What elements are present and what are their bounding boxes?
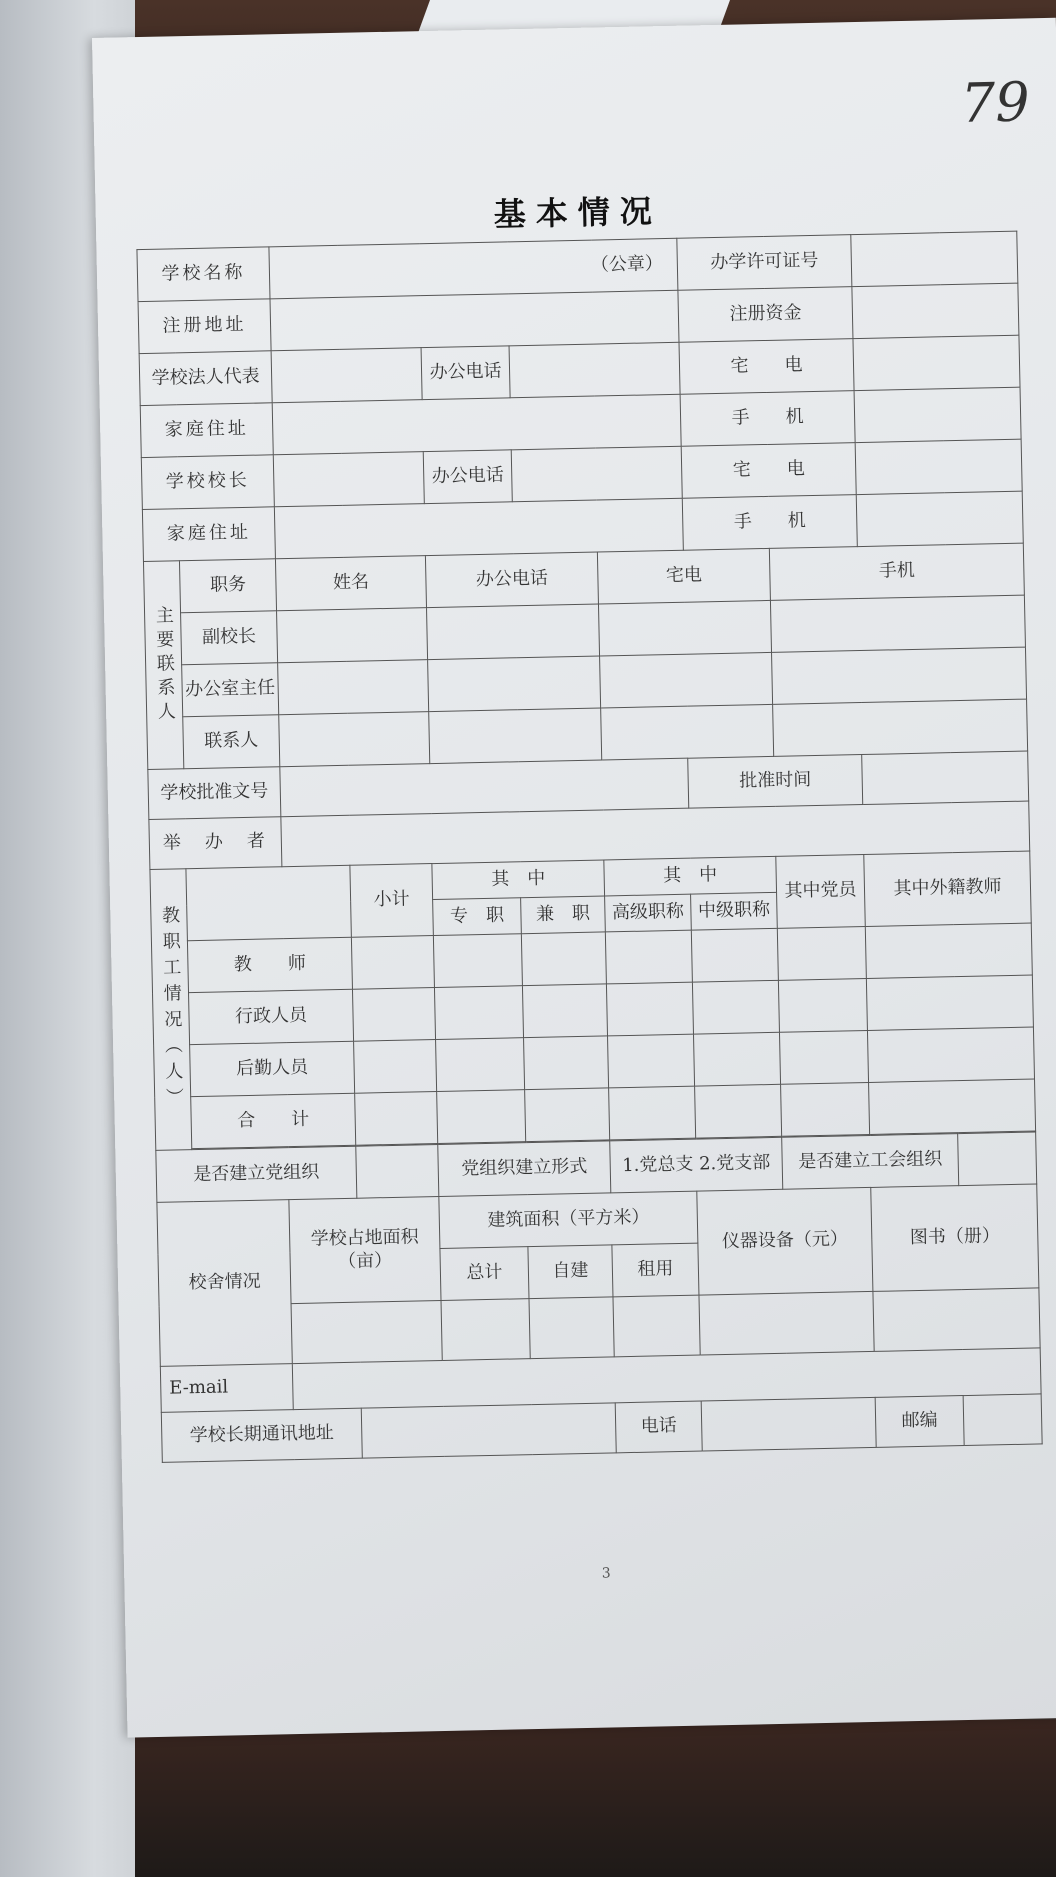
label-party-form: 党组织建立形式 (438, 1141, 611, 1197)
cell-a-parttime[interactable] (522, 984, 607, 1038)
header-of-which-2: 其 中 (604, 856, 777, 896)
label-approval-no: 学校批准文号 (148, 767, 281, 820)
field-reg-capital[interactable] (852, 283, 1019, 338)
field-od-home[interactable] (600, 652, 773, 708)
field-vp-name[interactable] (277, 608, 428, 663)
cell-sum-senior[interactable] (609, 1086, 696, 1140)
cell-l-middle[interactable] (694, 1032, 781, 1086)
field-phone[interactable] (701, 1397, 876, 1451)
seal-note: （公章） (590, 253, 664, 276)
cell-l-party[interactable] (780, 1030, 869, 1084)
label-principal: 学校校长 (141, 455, 274, 510)
staff-corner-cell (186, 865, 351, 940)
label-email: E-mail (160, 1364, 293, 1413)
cell-sum-subtotal[interactable] (355, 1092, 438, 1146)
header-subtotal: 小计 (350, 864, 433, 938)
header-building-area: 建筑面积（平方米） (439, 1191, 698, 1248)
cell-t-party[interactable] (777, 926, 866, 980)
header-of-which-1: 其 中 (432, 860, 605, 900)
cell-sum-party[interactable] (781, 1082, 870, 1136)
label-teachers: 教 师 (187, 937, 352, 992)
party-form-options[interactable]: 1.党总支 2.党支部 (610, 1137, 783, 1193)
field-area-total[interactable] (441, 1299, 530, 1361)
header-self-built: 自建 (528, 1245, 613, 1299)
label-mobile-2: 手 机 (682, 495, 857, 551)
field-home-address-1[interactable] (272, 394, 681, 455)
field-principal[interactable] (273, 452, 424, 507)
header-party-members: 其中党员 (776, 855, 865, 929)
header-office-phone: 办公电话 (425, 552, 598, 608)
cell-sum-fulltime[interactable] (437, 1090, 526, 1144)
field-land-area[interactable] (291, 1300, 442, 1363)
header-rented: 租用 (612, 1243, 699, 1297)
cell-a-party[interactable] (778, 978, 867, 1032)
field-contact-name[interactable] (279, 712, 430, 767)
cell-l-fulltime[interactable] (436, 1038, 525, 1092)
header-books: 图书（册） (871, 1184, 1039, 1291)
cell-l-parttime[interactable] (524, 1036, 609, 1090)
cell-a-foreign[interactable] (866, 975, 1033, 1030)
field-self-built[interactable] (529, 1297, 614, 1359)
cell-a-senior[interactable] (606, 982, 693, 1036)
label-office-phone-2: 办公电话 (423, 450, 512, 504)
label-phone: 电话 (615, 1401, 702, 1453)
field-school-name[interactable] (269, 238, 678, 299)
field-home-phone-1[interactable] (853, 335, 1020, 390)
label-home-address-2: 家庭住址 (142, 507, 275, 562)
field-office-phone-2[interactable] (511, 446, 682, 502)
label-campus: 校舍情况 (157, 1200, 292, 1367)
cell-t-parttime[interactable] (521, 932, 606, 986)
label-home-address-1: 家庭住址 (140, 403, 273, 458)
header-land-area: 学校占地面积（亩） (289, 1196, 441, 1303)
field-mail-address[interactable] (361, 1403, 616, 1458)
cell-t-subtotal[interactable] (351, 936, 434, 990)
label-logistics-staff: 后勤人员 (190, 1041, 355, 1096)
field-equipment[interactable] (699, 1291, 874, 1355)
field-home-address-2[interactable] (274, 498, 683, 559)
header-part-time: 兼 职 (521, 896, 606, 934)
header-name: 姓名 (275, 556, 426, 611)
label-home-phone-2: 宅 电 (681, 443, 856, 499)
field-od-name[interactable] (278, 660, 429, 715)
field-mobile-1[interactable] (854, 387, 1021, 442)
field-contact-office[interactable] (429, 708, 602, 764)
label-mobile-1: 手 机 (680, 391, 855, 447)
label-admin-staff: 行政人员 (189, 989, 354, 1044)
label-union-org: 是否建立工会组织 (782, 1134, 959, 1190)
field-approval-time[interactable] (862, 751, 1029, 804)
cell-l-foreign[interactable] (868, 1027, 1035, 1082)
field-license-no[interactable] (851, 231, 1018, 286)
cell-t-senior[interactable] (605, 930, 692, 984)
field-vp-mobile[interactable] (770, 595, 1025, 652)
cell-t-fulltime[interactable] (433, 934, 522, 988)
cell-sum-foreign[interactable] (869, 1079, 1036, 1134)
label-vice-principal: 副校长 (181, 611, 278, 665)
label-contact: 联系人 (183, 715, 280, 769)
basic-info-form (136, 231, 1042, 1463)
cell-t-middle[interactable] (691, 928, 778, 982)
header-senior-title: 高级职称 (605, 894, 692, 932)
field-vp-home[interactable] (598, 600, 771, 656)
label-sponsor: 举 办 者 (149, 817, 282, 870)
cell-t-foreign[interactable] (865, 923, 1032, 978)
cell-sum-middle[interactable] (695, 1084, 782, 1138)
field-contact-mobile[interactable] (773, 699, 1028, 756)
label-reg-capital: 注册资金 (678, 287, 853, 343)
cell-a-subtotal[interactable] (352, 988, 435, 1042)
header-full-time: 专 职 (433, 898, 522, 936)
cell-a-middle[interactable] (692, 980, 779, 1034)
label-legal-rep: 学校法人代表 (139, 351, 272, 406)
label-reg-address: 注册地址 (138, 299, 271, 354)
label-staff: 教职工情况（人） (150, 869, 192, 1151)
field-home-phone-2[interactable] (855, 439, 1022, 494)
handwritten-page-mark: 79 (960, 70, 1031, 135)
header-equipment: 仪器设备（元） (697, 1187, 873, 1295)
field-postcode[interactable] (963, 1394, 1042, 1446)
header-middle-title: 中级职称 (691, 892, 778, 930)
field-reg-address[interactable] (270, 290, 679, 351)
label-office-director: 办公室主任 (182, 663, 279, 717)
label-party-org: 是否建立党组织 (156, 1146, 357, 1202)
header-area-total: 总计 (440, 1247, 529, 1301)
field-rented[interactable] (613, 1295, 700, 1357)
page-number: 3 (601, 1565, 611, 1582)
field-books[interactable] (873, 1288, 1040, 1351)
header-position: 职务 (179, 559, 276, 613)
label-main-contact: 主要联系人 (143, 561, 183, 770)
cell-l-senior[interactable] (608, 1034, 695, 1088)
form-page (92, 18, 1056, 1738)
label-total: 合 计 (191, 1093, 356, 1148)
field-mobile-2[interactable] (856, 491, 1023, 546)
field-contact-home[interactable] (601, 704, 774, 760)
field-od-mobile[interactable] (772, 647, 1027, 704)
label-mail-address: 学校长期通讯地址 (161, 1408, 362, 1462)
label-office-phone-1: 办公电话 (421, 346, 510, 400)
label-home-phone-1: 宅 电 (679, 339, 854, 395)
field-od-office[interactable] (428, 656, 601, 712)
field-approval-no[interactable] (280, 758, 689, 817)
header-foreign-teachers: 其中外籍教师 (864, 851, 1031, 926)
label-approval-time: 批准时间 (688, 755, 863, 809)
field-office-phone-1[interactable] (509, 342, 680, 398)
field-legal-rep[interactable] (271, 348, 422, 403)
cell-a-fulltime[interactable] (434, 986, 523, 1040)
cell-l-subtotal[interactable] (354, 1040, 437, 1094)
header-mobile: 手机 (769, 543, 1024, 600)
page-title: 基本情况 (493, 192, 663, 234)
header-home-phone: 宅电 (597, 548, 770, 604)
desk-bottom (0, 1720, 1056, 1877)
label-postcode: 邮编 (875, 1396, 964, 1448)
field-union-org[interactable] (958, 1132, 1037, 1186)
label-license-no: 办学许可证号 (677, 235, 852, 291)
cell-sum-parttime[interactable] (525, 1088, 610, 1142)
label-school-name: 学校名称 (137, 247, 270, 302)
field-vp-office[interactable] (427, 604, 600, 660)
field-party-org[interactable] (356, 1145, 439, 1199)
